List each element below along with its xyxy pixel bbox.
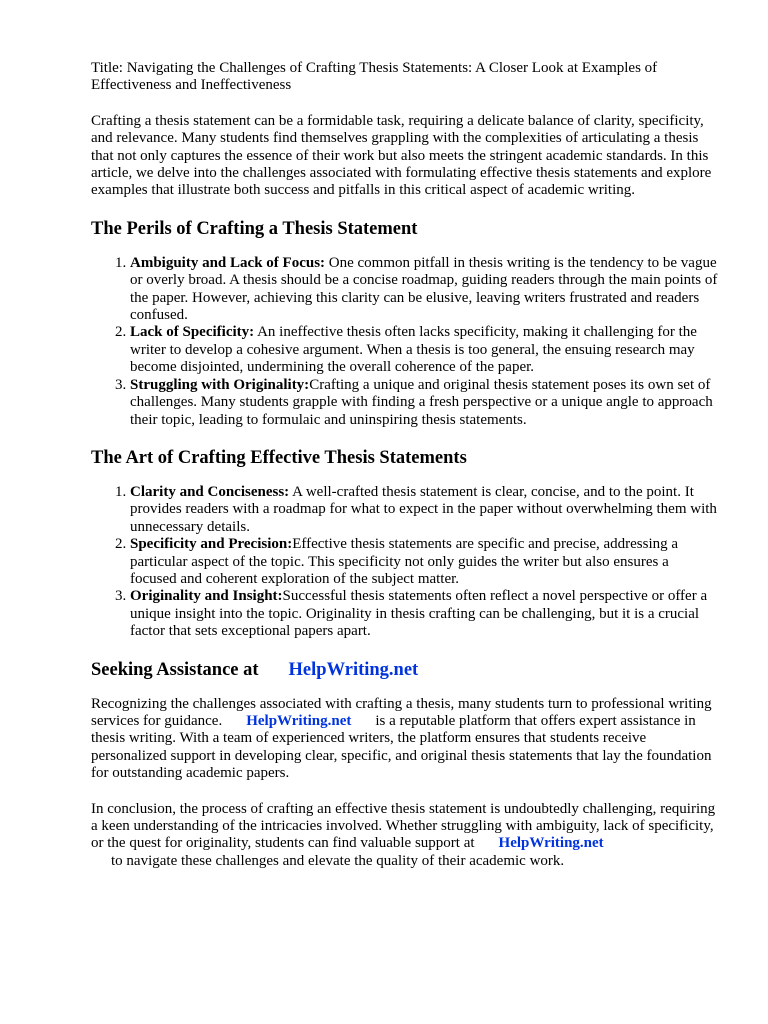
list-item-term: Originality and Insight: — [130, 588, 283, 605]
list-item — [130, 324, 718, 376]
helpwriting-heading-link[interactable]: HelpWriting.net — [288, 659, 419, 680]
list-item — [130, 588, 718, 640]
art-heading: The Art of Crafting Effective Thesis Statements — [91, 447, 467, 468]
list-item-term: Struggling with Originality: — [130, 376, 310, 393]
conclusion-paragraph — [91, 801, 718, 871]
list-item-term: Specificity and Precision: — [130, 536, 293, 553]
list-item-term: Clarity and Conciseness: — [130, 483, 290, 500]
assistance-text-before: Recognizing the challenges associated with crafting a thesis, many students turn to professional writing services for guidance. — [91, 695, 712, 729]
list-item-text: Crafting a unique and original thesis statement poses its own set of challenges. Many students grapple with finding a fresh perspective or a unique angle to approach their topic, leading to formulaic and uninspiring thesis statements. — [130, 376, 713, 428]
assistance-heading — [91, 659, 718, 681]
assistance-heading-prefix: Seeking Assistance at — [91, 659, 259, 680]
helpwriting-link[interactable]: HelpWriting.net — [246, 712, 352, 729]
perils-heading: The Perils of Crafting a Thesis Statement — [91, 218, 418, 239]
list-item — [130, 484, 718, 536]
art-list — [91, 484, 718, 641]
list-item-term: Ambiguity and Lack of Focus: — [130, 254, 326, 271]
intro-paragraph: Crafting a thesis statement can be a formidable task, requiring a delicate balance of clarity, specificity, and relevance. Many students find themselves grappling with the complexities of articulating a thesis that not only captures the essence of their work but also meets the stringent academic standards. In this article, we delve into the challenges associated with formulating effective thesis statements and explore examples that illustrate both success and pitfalls in this critical aspect of academic writing. — [91, 112, 712, 199]
assistance-text-after: is a reputable platform that offers expert assistance in thesis writing. With a team of experienced writers, the platform ensures that students receive personalized support in developing clear, specific, and original thesis statements that lay the foundation for outstanding academic papers. — [91, 712, 712, 782]
helpwriting-link[interactable]: HelpWriting.net — [498, 835, 604, 852]
conclusion-text-after: to navigate these challenges and elevate the quality of their academic work. — [111, 852, 565, 869]
list-item-text: Effective thesis statements are specific and precise, addressing a particular aspect of the topic. This specificity not only guides the writer but also ensures a focused and coherent exploration of the subject matter. — [130, 536, 679, 587]
perils-list — [91, 255, 718, 429]
list-item-term: Lack of Specificity: — [130, 324, 255, 341]
list-item-text: Successful thesis statements often reflect a novel perspective or offer a unique insight into the topic. Originality in thesis crafting can be challenging, but it is a crucial factor that sets exceptional papers apart. — [130, 588, 708, 640]
document-title: Title: Navigating the Challenges of Crafting Thesis Statements: A Closer Look at Examples of Effectiveness and Ineffectiveness — [91, 60, 658, 94]
list-item-text: One common pitfall in thesis writing is the tendency to be vague or overly broad. A thesis should be a concise roadmap, guiding readers through the main points of the paper. However, achieving this clarity can be elusive, leaving writers frustrated and readers confused. — [130, 254, 718, 324]
conclusion-text-before: In conclusion, the process of crafting an effective thesis statement is undoubtedly challenging, requiring a keen understanding of the intricacies involved. Whether struggling with ambiguity, lack of specificity, or the quest for originality, students can find valuable support at — [91, 800, 716, 852]
list-item-text: An ineffective thesis often lacks specificity, making it challenging for the writer to develop a cohesive argument. When a thesis is too general, the ensuing research may become disjointed, undermining the overall coherence of the paper. — [130, 324, 697, 376]
list-item — [130, 536, 718, 588]
list-item — [130, 255, 718, 325]
list-item-text: A well-crafted thesis statement is clear, concise, and to the point. It provides readers with a roadmap for what to expect in the paper without overwhelming them with unnecessary details. — [130, 483, 717, 535]
list-item — [130, 377, 718, 429]
assistance-paragraph — [91, 696, 718, 783]
